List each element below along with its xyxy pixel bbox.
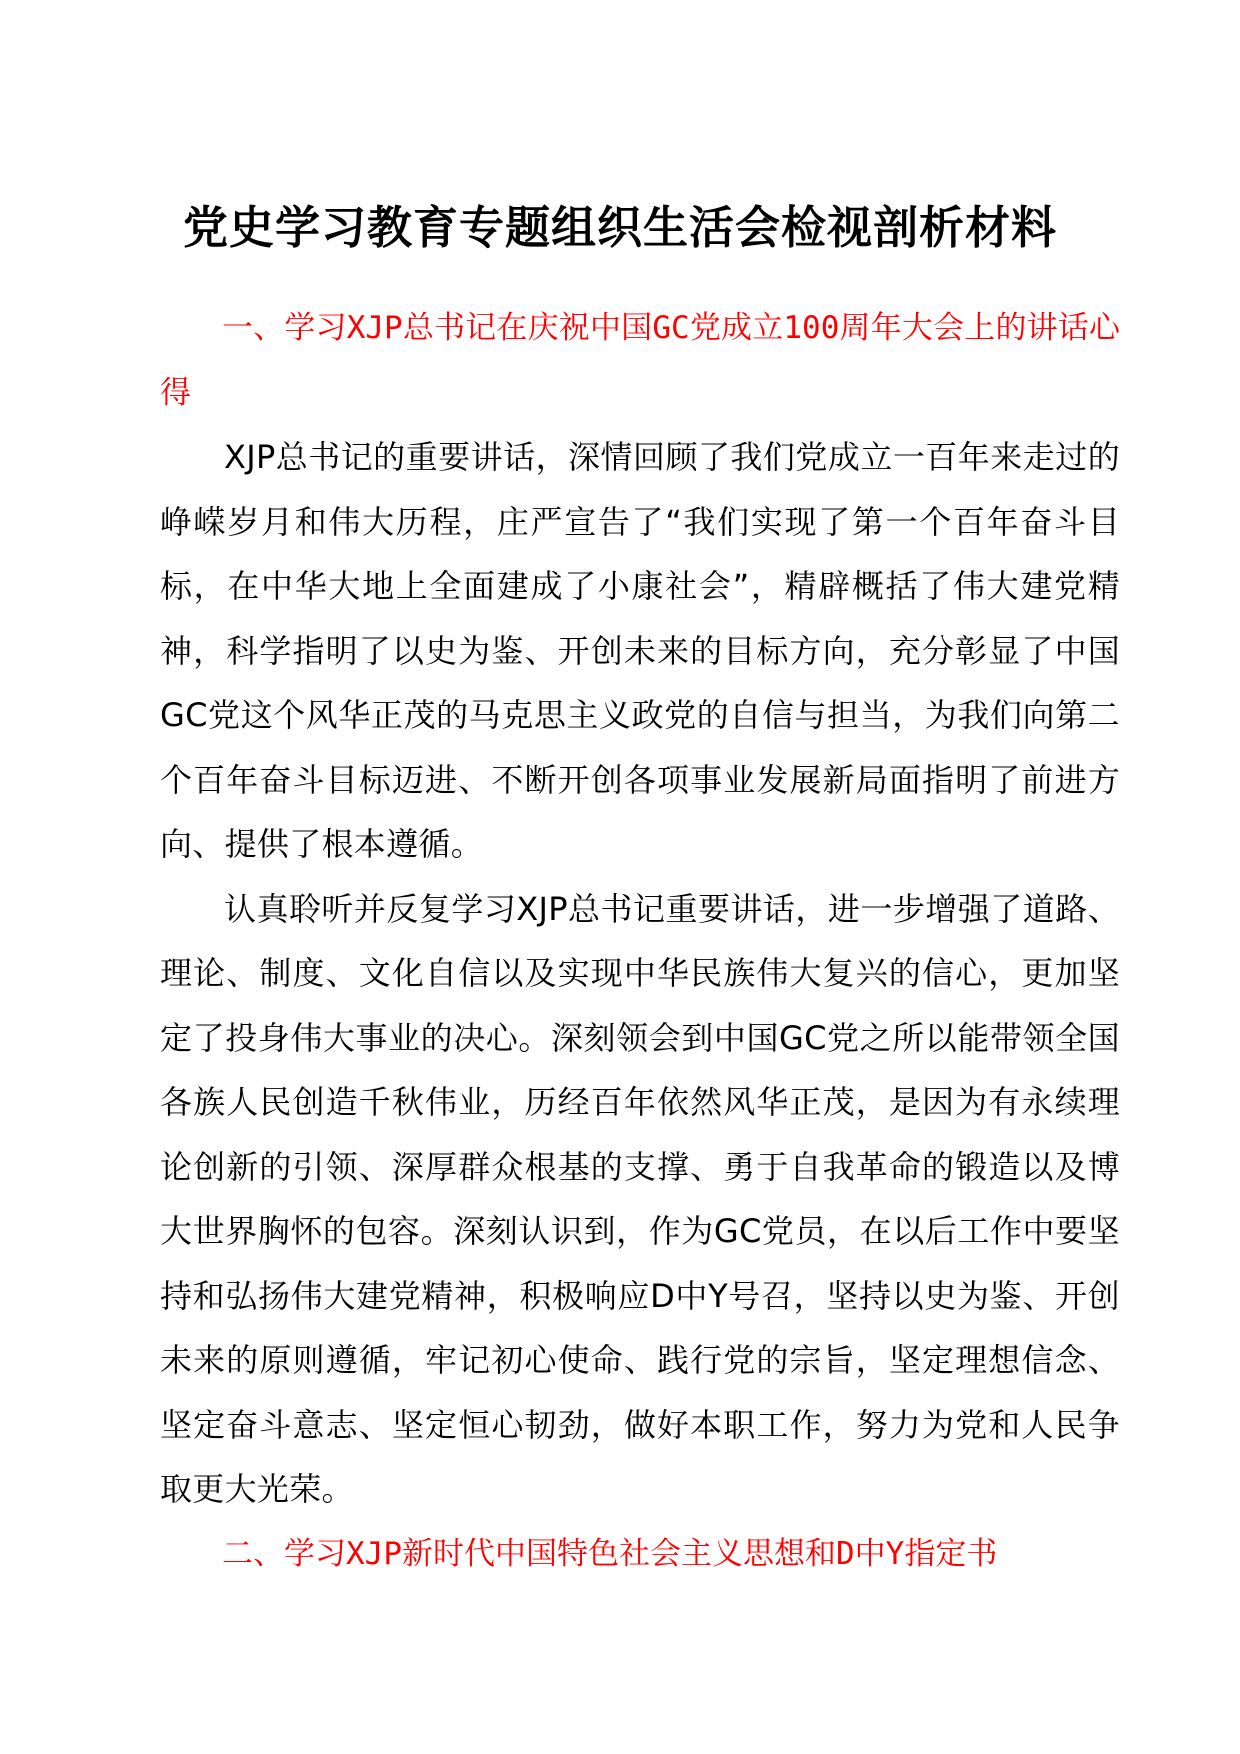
paragraph-1: XJP总书记的重要讲话，深情回顾了我们党成立一百年来走过的峥嵘岁月和伟大历程，庄严宣告了“我们实现了第一个百年奋斗目标，在中华大地上全面建成了小康社会”，精辟概括了伟大建党精神，科学指明了以史为鉴、开创未来的目标方向，充分彰显了中国GC党这个风华正茂的马克思主义政党的自信与担当，为我们向第二个百年奋斗目标迈进、不断开创各项事业发展新局面指明了前进方向、提供了根本遵循。 [160,438,1120,863]
section-1-heading: 一、学习XJP总书记在庆祝中国GC党成立100周年大会上的讲话心得 [160,310,1120,411]
section-2-heading: 二、学习XJP新时代中国特色社会主义思想和D中Y指定书 [222,1535,998,1572]
document-body [160,296,1120,1586]
document-title: 党史学习教育专题组织生活会检视剖析材料 [182,201,1057,254]
paragraph-2: 认真聆听并反复学习XJP总书记重要讲话，进一步增强了道路、理论、制度、文化自信以及实现中华民族伟大复兴的信心，更加坚定了投身伟大事业的决心。深刻领会到中国GC党之所以能带领全国各族人民创造千秋伟业，历经百年依然风华正茂，是因为有永续理论创新的引领、深厚群众根基的支撑、勇于自我革命的锻造以及博大世界胸怀的包容。深刻认识到，作为GC党员，在以后工作中要坚持和弘扬伟大建党精神，积极响应D中Y号召，坚持以史为鉴、开创未来的原则遵循，牢记初心使命、践行党的宗旨，坚定理想信念、坚定奋斗意志、坚定恒心韧劲，做好本职工作，努力为党和人民争取更大光荣。 [160,889,1120,1508]
